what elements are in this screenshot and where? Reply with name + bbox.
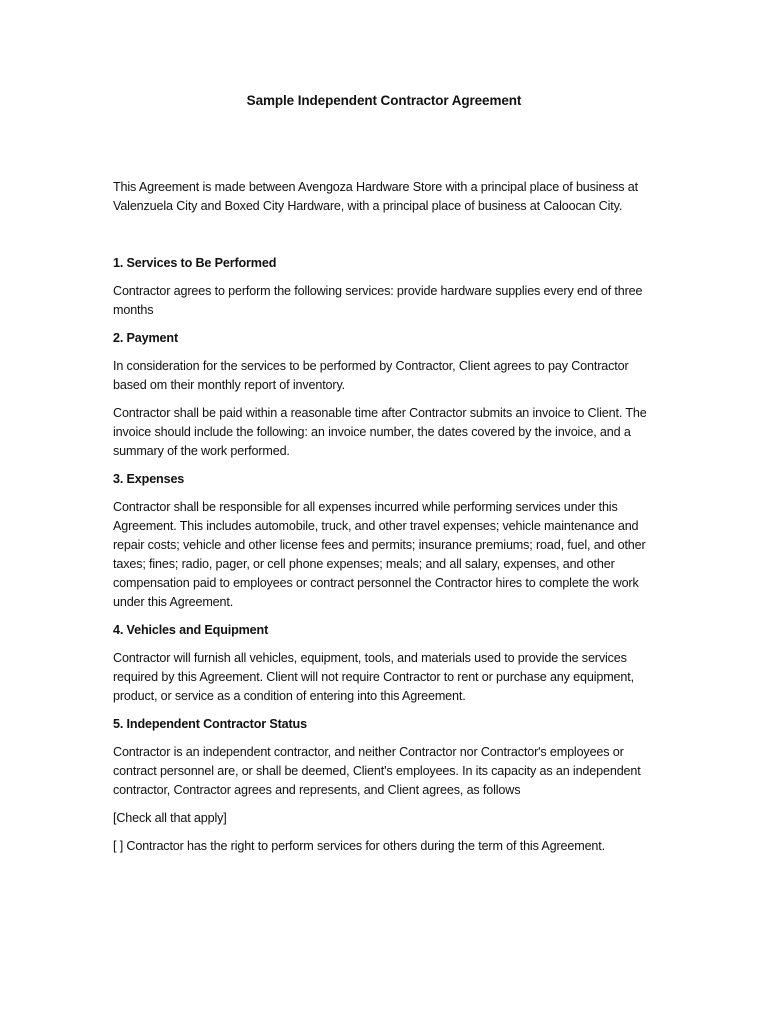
section-text-vehicles: Contractor will furnish all vehicles, equipment, tools, and materials used to provide the services required by this Agreement. Client will not require Contractor to rent or purchase any equipment, product, or service as a condition of entering into this Agreement.: [113, 651, 634, 703]
section-heading-status: 5. Independent Contractor Status: [113, 717, 307, 731]
check-instruction: [Check all that apply]: [113, 811, 227, 825]
section-text-payment-2: Contractor shall be paid within a reasonable time after Contractor submits an invoice to Client. The invoice should include the following: an invoice number, the dates covered by the invoice, and a summary of the work performed.: [113, 406, 647, 458]
section-text-status: Contractor is an independent contractor, and neither Contractor nor Contractor's employees or contract personnel are, or shall be deemed, Client's employees. In its capacity as an independent contractor, Contractor agrees and represents, and Client agrees, as follows: [113, 745, 641, 797]
section-heading-payment: 2. Payment: [113, 331, 178, 345]
document-body: [113, 178, 658, 865]
section-heading-services: 1. Services to Be Performed: [113, 256, 277, 270]
intro-paragraph: This Agreement is made between Avengoza Hardware Store with a principal place of business at Valenzuela City and Boxed City Hardware, with a principal place of business at Caloocan City.: [113, 180, 639, 213]
section-text-services: Contractor agrees to perform the following services: provide hardware supplies every end of three months: [113, 284, 643, 317]
section-heading-expenses: 3. Expenses: [113, 472, 185, 486]
document-title: Sample Independent Contractor Agreement: [246, 93, 522, 108]
section-text-expenses: Contractor shall be responsible for all expenses incurred while performing services under this Agreement. This includes automobile, truck, and other travel expenses; vehicle maintenance and repair costs; vehicle and other license fees and permits; insurance premiums; road, fuel, and other taxes; fines; radio, pager, or cell phone expenses; meals; and all salary, expenses, and other compensation paid to employees or contract personnel the Contractor hires to complete the work under this Agreement.: [113, 500, 646, 609]
section-text-payment-1: In consideration for the services to be performed by Contractor, Client agrees to pay Contractor based om their monthly report of inventory.: [113, 359, 629, 392]
section-heading-vehicles: 4. Vehicles and Equipment: [113, 623, 269, 637]
checkbox-item: [ ] Contractor has the right to perform services for others during the term of this Agreement.: [113, 839, 605, 853]
